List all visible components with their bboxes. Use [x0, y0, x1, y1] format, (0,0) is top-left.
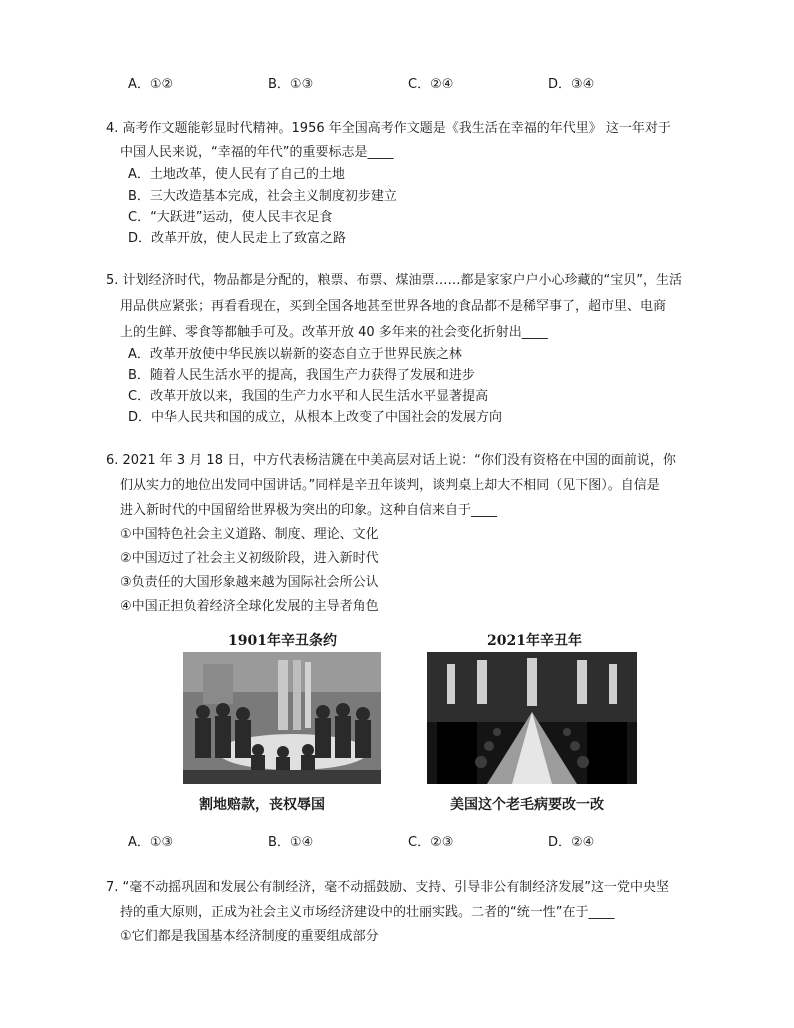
q3-options: [128, 76, 648, 94]
q6-item-1: ①中国特色社会主义道路、制度、理论、文化: [120, 527, 379, 542]
q5-stem-line-1: 5. 计划经济时代，物品都是分配的，粮票、布票、煤油票……都是家家户户小心珍藏的“宝贝”，生活: [106, 273, 683, 288]
q6-option-d: D．②④: [548, 835, 595, 850]
talks-2021-photo: [427, 652, 637, 784]
q4-option-a: A．土地改革，使人民有了自己的土地: [128, 167, 345, 182]
q4-option-c: C．“大跃进”运动，使人民丰衣足食: [128, 210, 333, 225]
q6-stem-line-2: 们从实力的地位出发同中国讲话。”同样是辛丑年谈判，谈判桌上却大不相同（见下图）。自信是: [120, 478, 660, 493]
q5-option-b: B．随着人民生活水平的提高，我国生产力获得了发展和进步: [128, 368, 475, 383]
q4-stem-line-1: 4. 高考作文题能彰显时代精神。1956 年全国高考作文题是《我生活在幸福的年代里》 这一年对于: [106, 121, 671, 136]
figure-right-title: 2021年辛丑年: [487, 633, 582, 649]
figure-left-caption: 割地赔款，丧权辱国: [199, 797, 325, 813]
q4-stem-line-2: 中国人民来说，“幸福的年代”的重要标志是____: [120, 145, 394, 160]
q7-stem-line-2: 持的重大原则，正成为社会主义市场经济建设中的壮丽实践。二者的“统一性”在于____: [120, 905, 615, 920]
figure-left-title: 1901年辛丑条约: [228, 633, 337, 649]
q6-item-4: ④中国正担负着经济全球化发展的主导者角色: [120, 599, 379, 614]
q6-stem-line-1: 6. 2021 年 3 月 18 日，中方代表杨洁篪在中美高层对话上说：“你们没有资格在中国的面前说，你: [106, 453, 676, 468]
q6-option-c: C．②③: [408, 835, 454, 850]
q6-options: [128, 834, 648, 852]
q3-option-c: C．②④: [408, 77, 454, 92]
q6-stem-line-3: 进入新时代的中国留给世界极为突出的印象。这种自信来自于____: [120, 503, 498, 518]
q6-option-a: A．①③: [128, 835, 174, 850]
q3-option-a: A．①②: [128, 77, 174, 92]
q4-option-b: B．三大改造基本完成，社会主义制度初步建立: [128, 189, 397, 204]
q3-option-b: B．①③: [268, 77, 314, 92]
q4-option-d: D．改革开放，使人民走上了致富之路: [128, 231, 347, 246]
treaty-1901-photo: [183, 652, 381, 784]
q5-stem-line-3: 上的生鲜、零食等都触手可及。改革开放 40 多年来的社会变化折射出____: [120, 325, 548, 340]
q5-option-a: A．改革开放使中华民族以崭新的姿态自立于世界民族之林: [128, 347, 462, 362]
q5-option-d: D．中华人民共和国的成立，从根本上改变了中国社会的发展方向: [128, 410, 503, 425]
figure-right-caption: 美国这个老毛病要改一改: [450, 797, 604, 813]
q6-option-b: B．①④: [268, 835, 314, 850]
q3-option-d: D．③④: [548, 77, 595, 92]
q6-item-3: ③负责任的大国形象越来越为国际社会所公认: [120, 575, 379, 590]
q5-stem-line-2: 用品供应紧张；再看看现在，买到全国各地甚至世界各地的食品都不是稀罕事了，超市里、电商: [120, 299, 667, 314]
q5-option-c: C．改革开放以来，我国的生产力水平和人民生活水平显著提高: [128, 389, 489, 404]
q7-stem-line-1: 7. “毫不动摇巩固和发展公有制经济，毫不动摇鼓励、支持、引导非公有制经济发展”这一党中央坚: [106, 880, 670, 895]
q6-item-2: ②中国迈过了社会主义初级阶段，进入新时代: [120, 551, 379, 566]
q7-item-1: ①它们都是我国基本经济制度的重要组成部分: [120, 929, 379, 944]
